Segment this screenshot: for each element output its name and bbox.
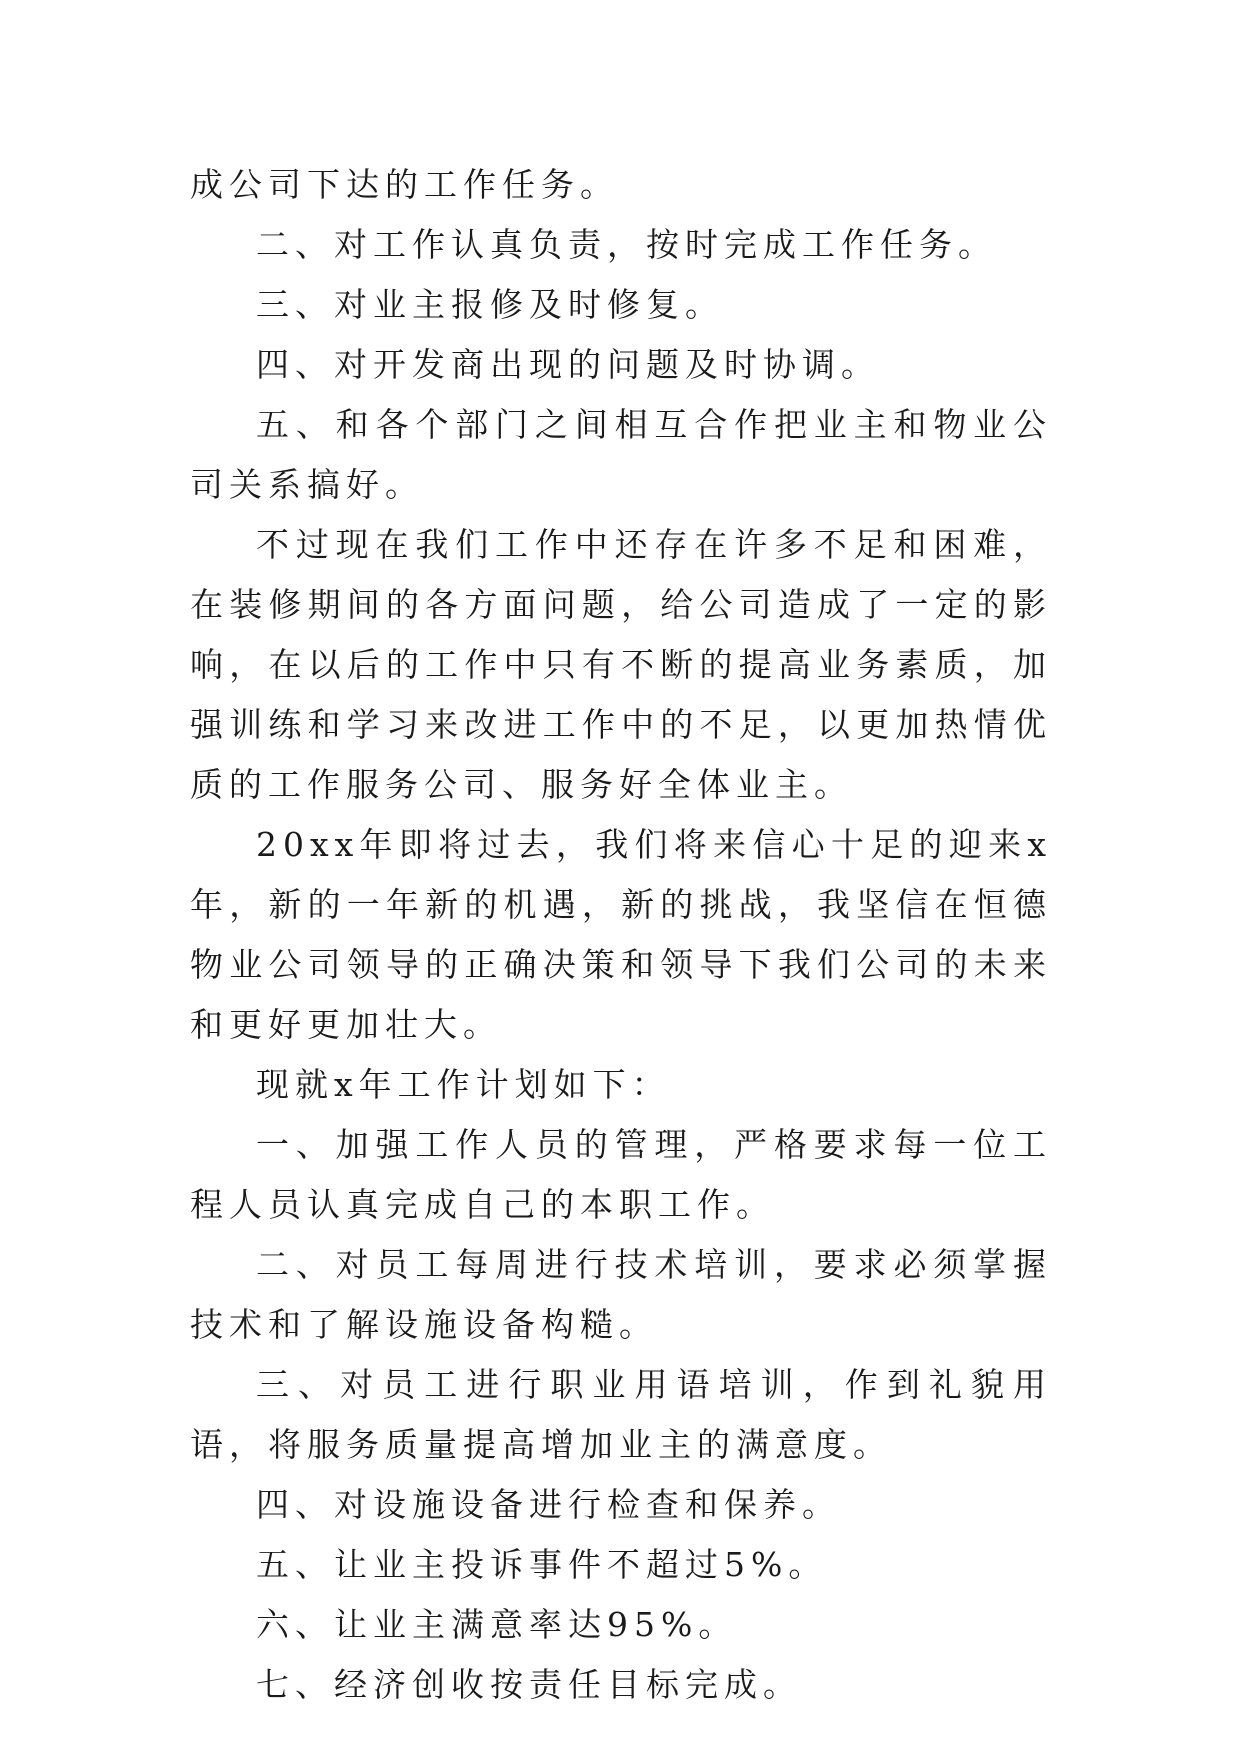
plan-item-1: 一、加强工作人员的管理，严格要求每一位工程人员认真完成自己的本职工作。 xyxy=(190,1125,1052,1224)
plan-item-2: 二、对员工每周进行技术培训，要求必须掌握技术和了解设施设备构糙。 xyxy=(190,1245,1052,1344)
plan-item-3: 三、对员工进行职业用语培训，作到礼貌用语，将服务质量提高增加业主的满意度。 xyxy=(190,1365,1052,1464)
plan-item-6: 六、让业主满意率达95%。 xyxy=(256,1605,738,1644)
paragraph-item-2: 二、对工作认真负责，按时完成工作任务。 xyxy=(256,225,997,264)
paragraph-outlook: 20xx年即将过去，我们将来信心十足的迎来x年，新的一年新的机遇，新的挑战，我坚信在恒德物业公司领导的正确决策和领导下我们公司的未来和更好更加壮大。 xyxy=(190,825,1052,1044)
plan-item-4: 四、对设施设备进行检查和保养。 xyxy=(256,1485,841,1524)
paragraph-continuation: 成公司下达的工作任务。 xyxy=(190,165,619,204)
paragraph-plan-intro: 现就x年工作计划如下： xyxy=(256,1065,671,1104)
plan-item-7: 七、经济创收按责任目标完成。 xyxy=(256,1665,802,1704)
paragraph-item-3: 三、对业主报修及时修复。 xyxy=(256,285,724,324)
document-body xyxy=(190,155,1052,1715)
paragraph-shortcomings: 不过现在我们工作中还存在许多不足和困难，在装修期间的各方面问题，给公司造成了一定的影响，在以后的工作中只有不断的提高业务素质，加强训练和学习来改进工作中的不足，以更加热情优质的工作服务公司、服务好全体业主。 xyxy=(190,525,1052,804)
paragraph-item-5: 五、和各个部门之间相互合作把业主和物业公司关系搞好。 xyxy=(190,405,1052,504)
paragraph-item-4: 四、对开发商出现的问题及时协调。 xyxy=(256,345,880,384)
plan-item-5: 五、让业主投诉事件不超过5%。 xyxy=(256,1545,828,1584)
